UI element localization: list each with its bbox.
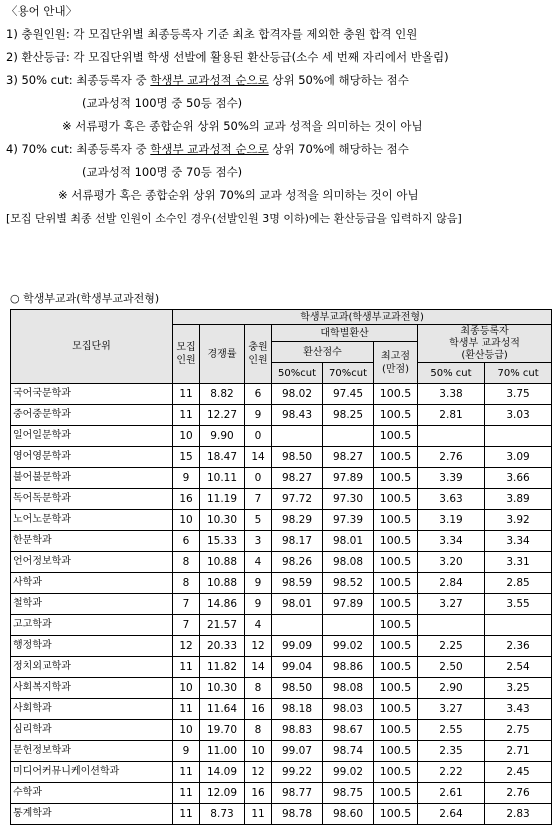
cell-max: 100.5 bbox=[374, 699, 418, 720]
col-header-quota: 모집 인원 bbox=[173, 325, 200, 384]
cell-unit: 영어영문학과 bbox=[11, 447, 173, 468]
cell-conv-50: 98.02 bbox=[272, 384, 323, 405]
cell-grade-50: 2.61 bbox=[418, 783, 485, 804]
cell-conv-50: 97.72 bbox=[272, 489, 323, 510]
table-row bbox=[11, 762, 552, 783]
cell-conv-50: 99.22 bbox=[272, 762, 323, 783]
cell-fill: 14 bbox=[245, 657, 272, 678]
cell-max: 100.5 bbox=[374, 657, 418, 678]
cell-rate: 12.09 bbox=[200, 783, 245, 804]
cell-fill: 16 bbox=[245, 699, 272, 720]
cell-conv-70: 98.27 bbox=[323, 447, 374, 468]
cell-conv-70 bbox=[323, 426, 374, 447]
cell-rate: 9.90 bbox=[200, 426, 245, 447]
cell-grade-70: 2.75 bbox=[485, 720, 552, 741]
cell-unit: 심리학과 bbox=[11, 720, 173, 741]
cell-conv-50: 98.77 bbox=[272, 783, 323, 804]
cell-max: 100.5 bbox=[374, 804, 418, 825]
cell-grade-70: 2.85 bbox=[485, 573, 552, 594]
cell-conv-70: 98.75 bbox=[323, 783, 374, 804]
cell-unit: 정치외교학과 bbox=[11, 657, 173, 678]
cell-unit: 행정학과 bbox=[11, 636, 173, 657]
cell-grade-70 bbox=[485, 426, 552, 447]
cell-quota: 16 bbox=[173, 489, 200, 510]
cell-conv-70: 98.86 bbox=[323, 657, 374, 678]
col-header-fill: 충원 인원 bbox=[245, 325, 272, 384]
note-line-3-pre: 3) 50% cut: 최종등록자 중 bbox=[6, 73, 151, 87]
cell-quota: 10 bbox=[173, 720, 200, 741]
table-row bbox=[11, 489, 552, 510]
cell-max: 100.5 bbox=[374, 615, 418, 636]
group-header-univ: 대학별환산 bbox=[272, 325, 418, 342]
cell-conv-50: 98.27 bbox=[272, 468, 323, 489]
cell-unit: 사회학과 bbox=[11, 699, 173, 720]
cell-fill: 14 bbox=[245, 447, 272, 468]
cell-rate: 10.88 bbox=[200, 573, 245, 594]
note-line-4 bbox=[6, 138, 556, 161]
cell-grade-50: 3.63 bbox=[418, 489, 485, 510]
cell-max: 100.5 bbox=[374, 783, 418, 804]
cell-fill: 0 bbox=[245, 426, 272, 447]
results-table bbox=[10, 309, 552, 825]
cell-fill: 12 bbox=[245, 762, 272, 783]
cell-max: 100.5 bbox=[374, 426, 418, 447]
cell-max: 100.5 bbox=[374, 762, 418, 783]
table-row bbox=[11, 720, 552, 741]
section-title: ○ 학생부교과(학생부교과전형) bbox=[10, 292, 160, 305]
cell-grade-70 bbox=[485, 615, 552, 636]
group-header-conv: 환산점수 bbox=[272, 342, 374, 363]
cell-grade-70: 2.83 bbox=[485, 804, 552, 825]
table-row bbox=[11, 426, 552, 447]
sub-header-grade-70cut: 70% cut bbox=[485, 363, 552, 384]
terms-notes bbox=[6, 0, 556, 230]
cell-unit: 사회복지학과 bbox=[11, 678, 173, 699]
cell-unit: 언어정보학과 bbox=[11, 552, 173, 573]
cell-unit: 중어중문학과 bbox=[11, 405, 173, 426]
cell-unit: 문헌정보학과 bbox=[11, 741, 173, 762]
cell-fill: 8 bbox=[245, 720, 272, 741]
cell-rate: 18.47 bbox=[200, 447, 245, 468]
cell-quota: 9 bbox=[173, 468, 200, 489]
cell-conv-50: 98.18 bbox=[272, 699, 323, 720]
cell-quota: 12 bbox=[173, 636, 200, 657]
cell-fill: 3 bbox=[245, 531, 272, 552]
cell-grade-70: 3.34 bbox=[485, 531, 552, 552]
group-header-title: 학생부교과(학생부교과전형) bbox=[173, 310, 552, 325]
cell-grade-50: 2.84 bbox=[418, 573, 485, 594]
cell-rate: 10.30 bbox=[200, 510, 245, 531]
cell-grade-70: 3.75 bbox=[485, 384, 552, 405]
cell-max: 100.5 bbox=[374, 594, 418, 615]
cell-conv-70: 99.02 bbox=[323, 636, 374, 657]
cell-grade-70: 3.92 bbox=[485, 510, 552, 531]
group-header-final: 최종등록자 학생부 교과성적 (환산등급) bbox=[418, 325, 552, 363]
cell-grade-50 bbox=[418, 426, 485, 447]
cell-grade-50: 2.64 bbox=[418, 804, 485, 825]
cell-conv-50: 99.04 bbox=[272, 657, 323, 678]
table-row bbox=[11, 657, 552, 678]
table-row bbox=[11, 405, 552, 426]
col-header-rate: 경쟁률 bbox=[200, 325, 245, 384]
cell-max: 100.5 bbox=[374, 531, 418, 552]
cell-max: 100.5 bbox=[374, 384, 418, 405]
cell-conv-50: 98.26 bbox=[272, 552, 323, 573]
cell-unit: 철학과 bbox=[11, 594, 173, 615]
note-line-4-pre: 4) 70% cut: 최종등록자 중 bbox=[6, 142, 151, 156]
cell-rate: 14.09 bbox=[200, 762, 245, 783]
note-line-3-sub: (교과성적 100명 중 50등 점수) bbox=[82, 96, 243, 110]
cell-max: 100.5 bbox=[374, 720, 418, 741]
cell-quota: 7 bbox=[173, 594, 200, 615]
cell-quota: 11 bbox=[173, 762, 200, 783]
cell-conv-70 bbox=[323, 615, 374, 636]
cell-rate: 8.82 bbox=[200, 384, 245, 405]
cell-conv-70: 98.52 bbox=[323, 573, 374, 594]
cell-grade-70: 2.76 bbox=[485, 783, 552, 804]
cell-conv-50: 98.83 bbox=[272, 720, 323, 741]
cell-conv-50: 98.78 bbox=[272, 804, 323, 825]
cell-grade-70: 3.89 bbox=[485, 489, 552, 510]
cell-rate: 10.30 bbox=[200, 678, 245, 699]
cell-conv-50: 99.07 bbox=[272, 741, 323, 762]
cell-quota: 11 bbox=[173, 804, 200, 825]
cell-grade-70: 2.45 bbox=[485, 762, 552, 783]
table-row bbox=[11, 741, 552, 762]
cell-quota: 11 bbox=[173, 657, 200, 678]
col-header-unit: 모집단위 bbox=[11, 310, 173, 384]
col-header-max: 최고점 (만점) bbox=[374, 342, 418, 384]
cell-fill: 9 bbox=[245, 594, 272, 615]
cell-quota: 8 bbox=[173, 573, 200, 594]
cell-rate: 11.64 bbox=[200, 699, 245, 720]
cell-conv-70: 98.74 bbox=[323, 741, 374, 762]
cell-grade-70: 3.03 bbox=[485, 405, 552, 426]
cell-rate: 19.70 bbox=[200, 720, 245, 741]
table-row bbox=[11, 384, 552, 405]
cell-grade-50 bbox=[418, 615, 485, 636]
cell-unit: 수학과 bbox=[11, 783, 173, 804]
cell-conv-70: 97.39 bbox=[323, 510, 374, 531]
table-row bbox=[11, 573, 552, 594]
cell-grade-50: 3.38 bbox=[418, 384, 485, 405]
cell-max: 100.5 bbox=[374, 678, 418, 699]
cell-conv-50: 99.09 bbox=[272, 636, 323, 657]
table-row bbox=[11, 447, 552, 468]
cell-max: 100.5 bbox=[374, 573, 418, 594]
cell-grade-70: 3.31 bbox=[485, 552, 552, 573]
cell-unit: 사학과 bbox=[11, 573, 173, 594]
cell-max: 100.5 bbox=[374, 489, 418, 510]
cell-conv-70: 98.08 bbox=[323, 678, 374, 699]
sub-header-70cut: 70%cut bbox=[323, 363, 374, 384]
cell-max: 100.5 bbox=[374, 468, 418, 489]
cell-conv-70: 98.08 bbox=[323, 552, 374, 573]
cell-quota: 8 bbox=[173, 552, 200, 573]
cell-unit: 노어노문학과 bbox=[11, 510, 173, 531]
cell-unit: 미디어커뮤니케이션학과 bbox=[11, 762, 173, 783]
cell-conv-70: 98.60 bbox=[323, 804, 374, 825]
cell-rate: 11.19 bbox=[200, 489, 245, 510]
cell-fill: 11 bbox=[245, 804, 272, 825]
note-bracket: [모집 단위별 최종 선발 인원이 소수인 경우(선발인원 3명 이하)에는 환산등급을 입력하지 않음] bbox=[6, 212, 462, 225]
cell-quota: 9 bbox=[173, 741, 200, 762]
table-row bbox=[11, 510, 552, 531]
cell-fill: 10 bbox=[245, 741, 272, 762]
cell-fill: 9 bbox=[245, 405, 272, 426]
cell-quota: 11 bbox=[173, 384, 200, 405]
cell-fill: 12 bbox=[245, 636, 272, 657]
cell-unit: 국어국문학과 bbox=[11, 384, 173, 405]
cell-fill: 4 bbox=[245, 552, 272, 573]
cell-conv-70: 99.02 bbox=[323, 762, 374, 783]
cell-max: 100.5 bbox=[374, 741, 418, 762]
cell-conv-50: 98.50 bbox=[272, 447, 323, 468]
table-row bbox=[11, 678, 552, 699]
cell-grade-50: 2.22 bbox=[418, 762, 485, 783]
table-row bbox=[11, 804, 552, 825]
cell-grade-50: 2.35 bbox=[418, 741, 485, 762]
cell-quota: 10 bbox=[173, 426, 200, 447]
cell-rate: 20.33 bbox=[200, 636, 245, 657]
cell-grade-70: 2.36 bbox=[485, 636, 552, 657]
cell-rate: 15.33 bbox=[200, 531, 245, 552]
cell-rate: 11.00 bbox=[200, 741, 245, 762]
cell-conv-50 bbox=[272, 426, 323, 447]
cell-conv-50: 98.01 bbox=[272, 594, 323, 615]
cell-max: 100.5 bbox=[374, 510, 418, 531]
cell-quota: 11 bbox=[173, 699, 200, 720]
cell-quota: 6 bbox=[173, 531, 200, 552]
note-line-4-note: ※ 서류평가 혹은 종합순위 상위 70%의 교과 성적을 의미하는 것이 아님 bbox=[58, 188, 419, 202]
cell-rate: 10.11 bbox=[200, 468, 245, 489]
cell-fill: 7 bbox=[245, 489, 272, 510]
cell-grade-50: 3.20 bbox=[418, 552, 485, 573]
cell-grade-70: 3.09 bbox=[485, 447, 552, 468]
cell-fill: 4 bbox=[245, 615, 272, 636]
note-line-3-post: 상위 50%에 해당하는 점수 bbox=[268, 73, 409, 87]
cell-conv-50: 98.43 bbox=[272, 405, 323, 426]
cell-fill: 16 bbox=[245, 783, 272, 804]
table-row bbox=[11, 783, 552, 804]
cell-conv-70: 98.25 bbox=[323, 405, 374, 426]
cell-max: 100.5 bbox=[374, 447, 418, 468]
cell-conv-70: 97.45 bbox=[323, 384, 374, 405]
cell-quota: 11 bbox=[173, 405, 200, 426]
note-line-3-underline: 학생부 교과성적 순으로 bbox=[150, 73, 269, 87]
cell-unit: 한문학과 bbox=[11, 531, 173, 552]
note-line-3-note: ※ 서류평가 혹은 종합순위 상위 50%의 교과 성적을 의미하는 것이 아님 bbox=[62, 119, 423, 133]
sub-header-50cut: 50%cut bbox=[272, 363, 323, 384]
cell-conv-50 bbox=[272, 615, 323, 636]
cell-grade-50: 2.90 bbox=[418, 678, 485, 699]
cell-grade-70: 2.71 bbox=[485, 741, 552, 762]
table-row bbox=[11, 531, 552, 552]
table-row bbox=[11, 468, 552, 489]
cell-grade-50: 3.27 bbox=[418, 699, 485, 720]
cell-fill: 0 bbox=[245, 468, 272, 489]
cell-conv-50: 98.17 bbox=[272, 531, 323, 552]
cell-rate: 21.57 bbox=[200, 615, 245, 636]
cell-rate: 8.73 bbox=[200, 804, 245, 825]
cell-grade-50: 3.27 bbox=[418, 594, 485, 615]
cell-grade-50: 3.39 bbox=[418, 468, 485, 489]
cell-grade-50: 2.81 bbox=[418, 405, 485, 426]
cell-quota: 7 bbox=[173, 615, 200, 636]
table-row bbox=[11, 615, 552, 636]
cell-fill: 9 bbox=[245, 573, 272, 594]
cell-grade-70: 3.25 bbox=[485, 678, 552, 699]
cell-max: 100.5 bbox=[374, 552, 418, 573]
cell-grade-50: 2.25 bbox=[418, 636, 485, 657]
cell-unit: 통계학과 bbox=[11, 804, 173, 825]
note-line-4-sub: (교과성적 100명 중 70등 점수) bbox=[82, 165, 243, 179]
table-body bbox=[11, 384, 552, 825]
cell-unit: 불어불문학과 bbox=[11, 468, 173, 489]
notes-heading: 〈용어 안내〉 bbox=[6, 4, 78, 18]
cell-grade-70: 3.66 bbox=[485, 468, 552, 489]
cell-grade-50: 3.19 bbox=[418, 510, 485, 531]
cell-conv-50: 98.29 bbox=[272, 510, 323, 531]
cell-quota: 15 bbox=[173, 447, 200, 468]
cell-rate: 11.82 bbox=[200, 657, 245, 678]
cell-conv-70: 97.30 bbox=[323, 489, 374, 510]
cell-max: 100.5 bbox=[374, 636, 418, 657]
cell-grade-70: 2.54 bbox=[485, 657, 552, 678]
cell-quota: 10 bbox=[173, 510, 200, 531]
cell-conv-70: 97.89 bbox=[323, 468, 374, 489]
table-row bbox=[11, 636, 552, 657]
cell-unit: 고고학과 bbox=[11, 615, 173, 636]
cell-max: 100.5 bbox=[374, 405, 418, 426]
table-row bbox=[11, 699, 552, 720]
cell-grade-50: 2.50 bbox=[418, 657, 485, 678]
cell-unit: 일어일문학과 bbox=[11, 426, 173, 447]
note-line-1: 1) 충원인원: 각 모집단위별 최종등록자 기준 최초 합격자를 제외한 충원 합격 인원 bbox=[6, 27, 418, 41]
cell-fill: 5 bbox=[245, 510, 272, 531]
table-row bbox=[11, 552, 552, 573]
cell-rate: 10.88 bbox=[200, 552, 245, 573]
table-row bbox=[11, 594, 552, 615]
cell-rate: 14.86 bbox=[200, 594, 245, 615]
cell-conv-70: 98.03 bbox=[323, 699, 374, 720]
cell-conv-70: 98.01 bbox=[323, 531, 374, 552]
cell-unit: 독어독문학과 bbox=[11, 489, 173, 510]
cell-fill: 8 bbox=[245, 678, 272, 699]
note-line-4-underline: 학생부 교과성적 순으로 bbox=[150, 142, 269, 156]
cell-quota: 10 bbox=[173, 678, 200, 699]
note-line-3 bbox=[6, 69, 556, 92]
cell-conv-50: 98.59 bbox=[272, 573, 323, 594]
cell-conv-70: 98.67 bbox=[323, 720, 374, 741]
cell-quota: 11 bbox=[173, 783, 200, 804]
cell-conv-50: 98.50 bbox=[272, 678, 323, 699]
cell-grade-50: 3.34 bbox=[418, 531, 485, 552]
cell-grade-70: 3.55 bbox=[485, 594, 552, 615]
note-line-2: 2) 환산등급: 각 모집단위별 학생 선발에 활용된 환산등급(소수 세 번째 자리에서 반올림) bbox=[6, 50, 449, 64]
sub-header-grade-50cut: 50% cut bbox=[418, 363, 485, 384]
note-line-4-post: 상위 70%에 해당하는 점수 bbox=[268, 142, 409, 156]
cell-conv-70: 97.89 bbox=[323, 594, 374, 615]
cell-rate: 12.27 bbox=[200, 405, 245, 426]
cell-fill: 6 bbox=[245, 384, 272, 405]
cell-grade-50: 2.76 bbox=[418, 447, 485, 468]
cell-grade-50: 2.55 bbox=[418, 720, 485, 741]
cell-grade-70: 3.43 bbox=[485, 699, 552, 720]
